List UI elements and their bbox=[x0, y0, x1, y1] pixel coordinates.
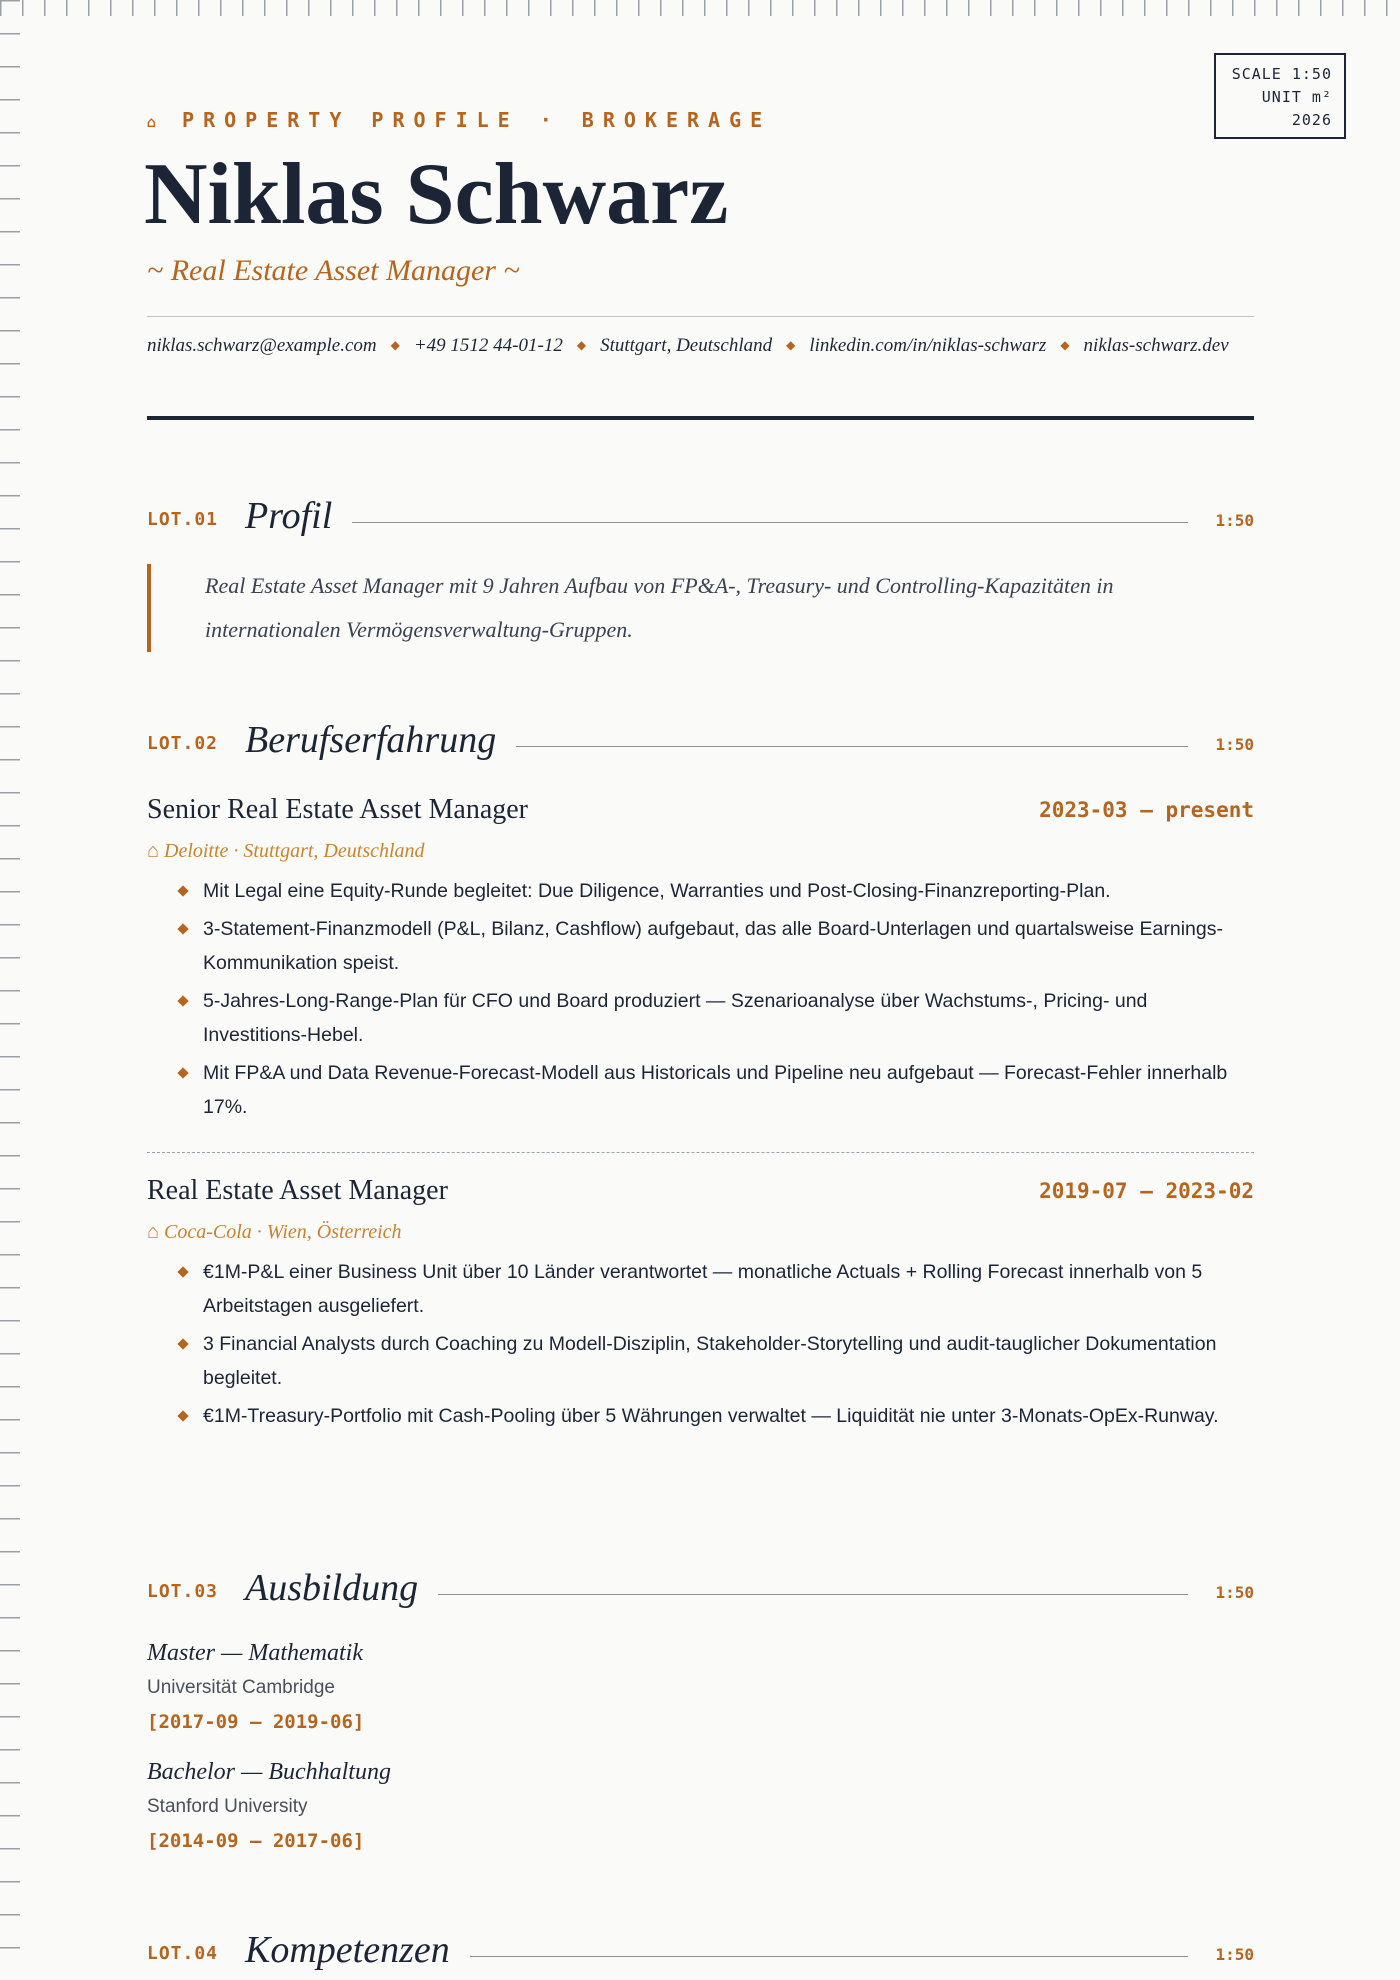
list-item bbox=[147, 1056, 1254, 1124]
school: Stanford University bbox=[147, 1796, 308, 1817]
job-company: ⌂ Coca-Cola · Wien, Österreich bbox=[147, 1221, 402, 1243]
section-title: Berufserfahrung bbox=[245, 718, 516, 762]
section-lot: LOT.01 bbox=[147, 509, 219, 530]
list-item bbox=[147, 1255, 1254, 1323]
bullet-text: 3 Financial Analysts durch Coaching zu Modell-Disziplin, Stakeholder-Storytelling und audit-tauglicher Dokumentation begleitet. bbox=[203, 1333, 1217, 1389]
contact-line bbox=[147, 335, 1229, 357]
section-scale: 1:50 bbox=[1215, 1583, 1254, 1602]
eyebrow bbox=[147, 108, 771, 132]
study-period: [2014-09 – 2017-06] bbox=[147, 1830, 365, 1852]
diamond-bullet-icon bbox=[177, 1338, 188, 1349]
header-divider bbox=[147, 316, 1254, 317]
section-title: Ausbildung bbox=[245, 1566, 438, 1610]
job-dates: 2019-07 — 2023-02 bbox=[1039, 1179, 1254, 1203]
section-header-profile bbox=[147, 488, 1254, 538]
degree: Bachelor — Buchhaltung bbox=[147, 1759, 391, 1785]
school: Universität Cambridge bbox=[147, 1677, 335, 1698]
list-item bbox=[147, 984, 1254, 1052]
list-item bbox=[147, 874, 1254, 908]
diamond-bullet-icon bbox=[177, 923, 188, 934]
scale-line: SCALE 1:50 bbox=[1231, 65, 1332, 83]
unit-line: UNIT m² bbox=[1261, 88, 1332, 106]
bullet-text: €1M-P&L einer Business Unit über 10 Länder verantwortet — monatliche Actuals + Rolling Forecast innerhalb von 5 Arbeitstagen ausgeliefert. bbox=[203, 1261, 1203, 1317]
bullet-text: Mit FP&A und Data Revenue-Forecast-Modell aus Historicals und Pipeline neu aufgebaut — Forecast-Fehler innerhalb 17%. bbox=[203, 1062, 1228, 1118]
list-item bbox=[147, 1327, 1254, 1395]
header-bottom-rule bbox=[147, 416, 1254, 420]
section-rule bbox=[245, 522, 1188, 523]
scale-box bbox=[1214, 53, 1346, 139]
job-dates: 2023-03 — present bbox=[1039, 798, 1254, 822]
list-item bbox=[147, 1399, 1254, 1433]
separator-icon: ◆ bbox=[786, 338, 796, 352]
bullet-text: 5-Jahres-Long-Range-Plan für CFO und Board produziert — Szenarioanalyse über Wachstums-, Pricing- und Investitions-Hebel. bbox=[203, 990, 1148, 1046]
section-header-skills bbox=[147, 1922, 1254, 1972]
section-lot: LOT.04 bbox=[147, 1943, 219, 1964]
study-period: [2017-09 – 2019-06] bbox=[147, 1711, 365, 1733]
diamond-bullet-icon bbox=[177, 1266, 188, 1277]
left-ruler bbox=[0, 0, 20, 1980]
job-bullets bbox=[147, 1255, 1254, 1437]
person-name: Niklas Schwarz bbox=[144, 146, 729, 243]
section-lot: LOT.02 bbox=[147, 733, 219, 754]
section-lot: LOT.03 bbox=[147, 1581, 219, 1602]
diamond-bullet-icon bbox=[177, 885, 188, 896]
section-scale: 1:50 bbox=[1215, 1945, 1254, 1964]
degree: Master — Mathematik bbox=[147, 1640, 363, 1666]
contact-phone[interactable]: +49 1512 44-01-12 bbox=[413, 335, 563, 356]
education-entry bbox=[147, 1636, 947, 1738]
contact-linkedin[interactable]: linkedin.com/in/niklas-schwarz bbox=[809, 335, 1047, 356]
diamond-bullet-icon bbox=[177, 1067, 188, 1078]
diamond-bullet-icon bbox=[177, 995, 188, 1006]
contact-email[interactable]: niklas.schwarz@example.com bbox=[147, 335, 377, 356]
job-title: Senior Real Estate Asset Manager bbox=[147, 794, 529, 825]
bullet-text: Mit Legal eine Equity-Runde begleitet: Due Diligence, Warranties und Post-Closing-Finanzreporting-Plan. bbox=[203, 880, 1111, 902]
job-bullets bbox=[147, 874, 1254, 1128]
separator-icon: ◆ bbox=[390, 338, 400, 352]
education-entry bbox=[147, 1755, 947, 1857]
bullet-text: 3-Statement-Finanzmodell (P&L, Bilanz, Cashflow) aufgebaut, das alle Board-Unterlagen und quartalsweise Earnings-Kommunikation speist. bbox=[203, 918, 1223, 974]
job-title: Real Estate Asset Manager bbox=[147, 1175, 448, 1206]
profile-summary: Real Estate Asset Manager mit 9 Jahren Aufbau von FP&A-, Treasury- und Controlling-Kapazitäten in internationalen Vermögensverwaltung-Gruppen. bbox=[147, 564, 1197, 652]
job-divider bbox=[147, 1152, 1254, 1153]
home-icon: ⌂ bbox=[147, 113, 157, 131]
contact-website[interactable]: niklas-schwarz.dev bbox=[1083, 335, 1229, 356]
section-title: Profil bbox=[245, 494, 352, 538]
section-scale: 1:50 bbox=[1215, 735, 1254, 754]
bullet-text: €1M-Treasury-Portfolio mit Cash-Pooling über 5 Währungen verwaltet — Liquidität nie unter 3-Monats-OpEx-Runway. bbox=[203, 1405, 1219, 1427]
role-title: ~ Real Estate Asset Manager ~ bbox=[147, 254, 520, 287]
section-title: Kompetenzen bbox=[245, 1928, 470, 1972]
separator-icon: ◆ bbox=[576, 338, 587, 352]
job-company: ⌂ Deloitte · Stuttgart, Deutschland bbox=[147, 840, 425, 862]
top-ruler bbox=[0, 0, 1400, 20]
year-line: 2026 bbox=[1291, 111, 1332, 129]
list-item bbox=[147, 912, 1254, 980]
section-header-experience bbox=[147, 712, 1254, 762]
section-scale: 1:50 bbox=[1215, 511, 1254, 530]
section-header-education bbox=[147, 1560, 1254, 1610]
eyebrow-text: PROPERTY PROFILE · BROKERAGE bbox=[182, 108, 772, 132]
diamond-bullet-icon bbox=[177, 1410, 188, 1421]
separator-icon: ◆ bbox=[1060, 338, 1070, 352]
contact-location: Stuttgart, Deutschland bbox=[600, 335, 773, 356]
